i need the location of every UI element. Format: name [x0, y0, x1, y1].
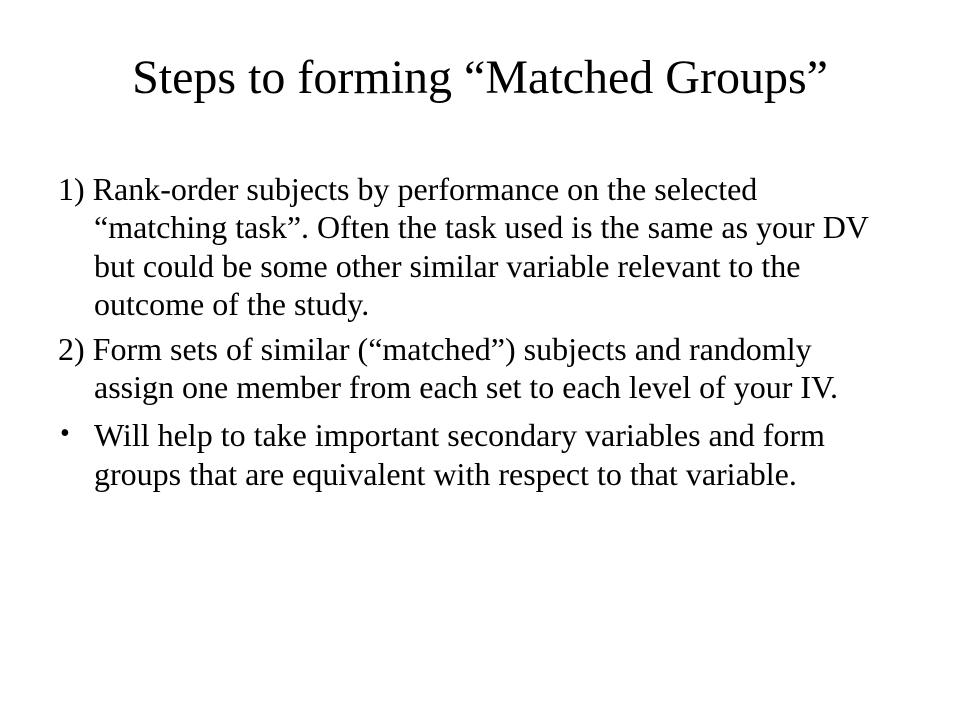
bullet-icon: • — [60, 418, 70, 450]
list-item-text: 1) Rank-order subjects by performance on the selected “matching task”. Often the task used is the same as your DV but could be some other similar variable relevant to the outcome of the study. — [58, 171, 869, 323]
list-item-text: Will help to take important secondary variables and form groups that are equivalent with respect to that variable. — [94, 417, 825, 492]
slide-title: Steps to forming “Matched Groups” — [132, 51, 828, 104]
list-item-bullet — [58, 416, 878, 493]
list-item-text: 2) Form sets of similar (“matched”) subjects and randomly assign one member from each set to each level of your IV. — [58, 330, 839, 405]
list-item-step-2 — [58, 330, 878, 407]
slide-body — [58, 170, 878, 499]
list-item-step-1 — [58, 170, 878, 324]
